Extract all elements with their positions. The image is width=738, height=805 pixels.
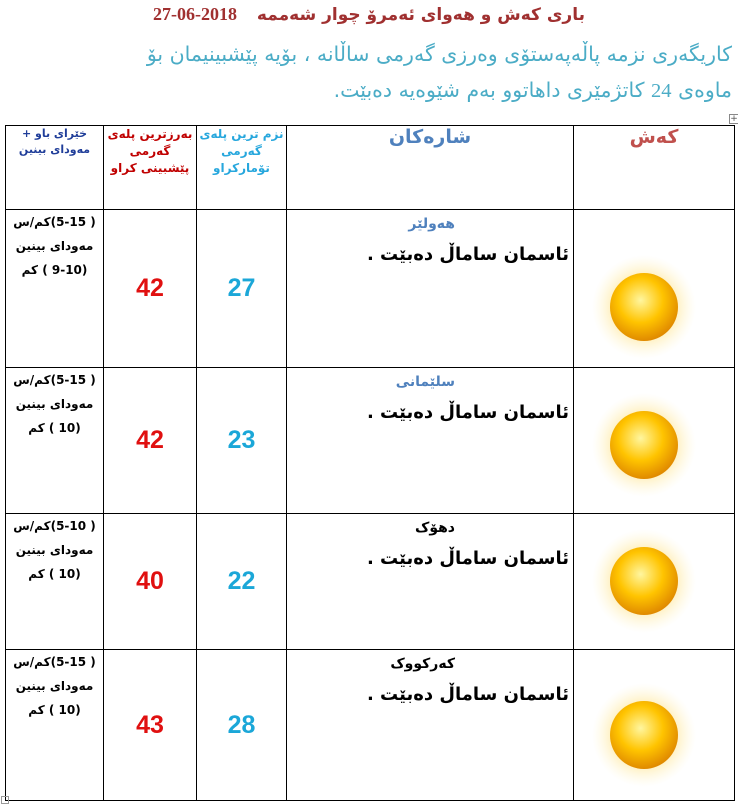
sky-cell xyxy=(574,650,735,801)
wind-unit: کم/س xyxy=(13,519,51,533)
table-move-handle[interactable]: + xyxy=(730,114,738,124)
visibility-value: (9-10 ) کم xyxy=(21,263,88,277)
city-name: هەولێر xyxy=(408,216,455,232)
max-temp: 42 xyxy=(104,210,197,368)
header-sky: کەش xyxy=(574,126,735,210)
city-name: دهۆک xyxy=(414,520,455,536)
intro-line-2-b: کاتژمێری داهاتوو بەم شێوەیە دەبێت. xyxy=(333,78,645,102)
wind-range: ( 5-15) xyxy=(50,215,96,229)
table-row xyxy=(6,514,735,650)
table-resize-handle[interactable] xyxy=(1,796,9,804)
city-cell xyxy=(287,210,574,368)
page-title xyxy=(0,4,738,25)
wind-range: ( 5-15) xyxy=(50,655,96,669)
city-cell xyxy=(287,514,574,650)
wind-unit: کم/س xyxy=(13,373,51,387)
intro-line-2-a: ماوەی xyxy=(678,78,732,102)
min-temp: 22 xyxy=(197,514,287,650)
sky-cell xyxy=(574,368,735,514)
title-text: باری کەش و هەوای ئەمرۆ چوار شەممە xyxy=(256,5,585,25)
visibility-label: مەودای بینین xyxy=(15,679,94,693)
intro-line-2 xyxy=(4,72,732,109)
wind-cell xyxy=(6,650,104,801)
intro-hours: 24 xyxy=(651,80,672,102)
title-date: 2018-06-27 xyxy=(152,4,237,24)
visibility-label: مەودای بینین xyxy=(15,543,94,557)
sun-icon xyxy=(584,680,704,790)
visibility-label: مەودای بینین xyxy=(15,239,94,253)
header-max-temp: بەرزترین پلەی گەرمی پێشبینی کراو xyxy=(104,126,197,210)
visibility-label: مەودای بینین xyxy=(15,397,94,411)
weather-description: ئاسمان ساماڵ دەبێت . xyxy=(366,548,569,569)
city-name: سلێمانی xyxy=(395,374,455,390)
sun-icon xyxy=(584,526,704,636)
weather-description: ئاسمان ساماڵ دەبێت . xyxy=(366,244,569,265)
sky-cell xyxy=(574,514,735,650)
min-temp: 23 xyxy=(197,368,287,514)
visibility-value: (10 ) کم xyxy=(28,421,81,435)
sun-icon xyxy=(584,252,704,362)
table-row xyxy=(6,650,735,801)
wind-range: ( 5-10) xyxy=(50,519,96,533)
wind-cell xyxy=(6,210,104,368)
header-wind: خێرای باو + مەودای بینین xyxy=(6,126,104,210)
visibility-value: (10 ) کم xyxy=(28,567,81,581)
visibility-value: (10 ) کم xyxy=(28,703,81,717)
intro-paragraph xyxy=(4,36,732,109)
wind-range: ( 5-15) xyxy=(50,373,96,387)
table-row xyxy=(6,210,735,368)
weather-description: ئاسمان ساماڵ دەبێت . xyxy=(366,402,569,423)
city-cell xyxy=(287,368,574,514)
city-name: کەرکووک xyxy=(390,656,455,672)
wind-cell xyxy=(6,514,104,650)
wind-unit: کم/س xyxy=(13,655,51,669)
sun-icon xyxy=(584,390,704,500)
intro-line-1: کاریگەری نزمە پاڵەپەستۆی وەرزی گەرمی ساڵانە ، بۆیە پێشبینیمان بۆ xyxy=(146,42,732,66)
max-temp: 43 xyxy=(104,650,197,801)
table-header-row xyxy=(6,126,735,210)
min-temp: 28 xyxy=(197,650,287,801)
weather-description: ئاسمان ساماڵ دەبێت . xyxy=(366,684,569,705)
max-temp: 40 xyxy=(104,514,197,650)
min-temp: 27 xyxy=(197,210,287,368)
max-temp: 42 xyxy=(104,368,197,514)
header-min-temp: نزم ترین پلەی گەرمی تۆمارکراو xyxy=(197,126,287,210)
table-row xyxy=(6,368,735,514)
header-cities: شارەکان xyxy=(287,126,574,210)
wind-cell xyxy=(6,368,104,514)
city-cell xyxy=(287,650,574,801)
wind-unit: کم/س xyxy=(13,215,51,229)
weather-table xyxy=(5,125,735,801)
sky-cell xyxy=(574,210,735,368)
